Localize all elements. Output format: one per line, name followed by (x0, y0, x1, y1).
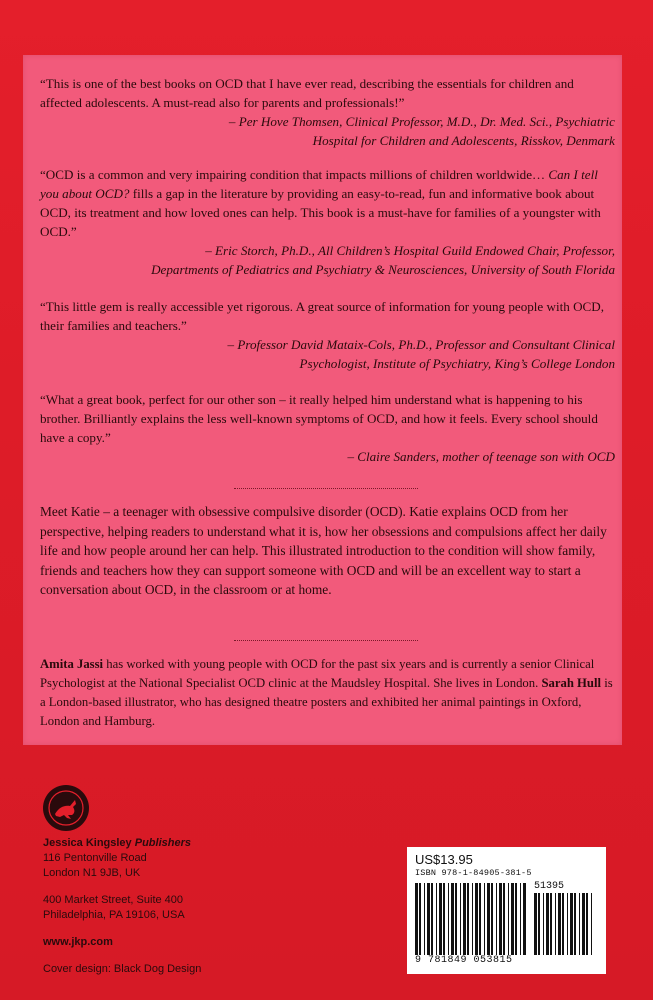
isbn: ISBN 978-1-84905-381-5 (415, 868, 532, 878)
quote-2-attribution-line1: – Eric Storch, Ph.D., All Children’s Hospital Guild Endowed Chair, Professor, (205, 243, 615, 258)
cover-design-credit: Cover design: Black Dog Design (43, 963, 202, 975)
book-description: Meet Katie – a teenager with obsessive compulsive disorder (OCD). Katie explains OCD from her perspective, helping readers to understand what it is, how her obsessions and compulsions affect her daily life and how people around her can help. This illustrated introduction to the condition will show family, friends and teachers how they can support someone with OCD and will be an excellent way to start a conversation about OCD, in the classroom or at home. (40, 504, 607, 597)
barcode-bar (499, 883, 502, 955)
ean-barcode (415, 883, 530, 955)
publisher-website: www.jkp.com (43, 936, 113, 948)
barcode-bar (523, 883, 526, 955)
illustrator-bio: is a London-based illustrator, who has designed theatre posters and exhibited her animal paintings in Oxford, London and Hamburg. (40, 676, 613, 728)
barcode-bar (546, 893, 549, 955)
barcode-bar (484, 883, 485, 955)
barcode-bar (472, 883, 473, 955)
barcode-bar (496, 883, 497, 955)
quote-1 (40, 74, 615, 150)
quote-2-attribution-line2: Departments of Pediatrics and Psychiatry & Neurosciences, University of South Florida (151, 262, 615, 277)
barcode-bar (448, 883, 449, 955)
barcode-bar (511, 883, 514, 955)
barcode-bar (460, 883, 461, 955)
author-name: Amita Jassi (40, 657, 104, 671)
quote-3 (40, 297, 615, 373)
barcode-bar (570, 893, 573, 955)
barcode-bar (591, 893, 592, 955)
quote-3-attribution-line1: – Professor David Mataix-Cols, Ph.D., Professor and Consultant Clinical (227, 337, 615, 352)
divider-1 (234, 488, 418, 489)
barcode-bar (479, 883, 481, 955)
barcode-bar (555, 893, 556, 955)
quote-4 (40, 390, 615, 466)
publisher-address-uk-line1: 116 Pentonville Road (43, 852, 147, 864)
quote-1-attribution-line2: Hospital for Children and Adolescents, Risskov, Denmark (312, 133, 615, 148)
ean-number: 9 781849 053815 (415, 955, 513, 966)
quote-4-attribution: – Claire Sanders, mother of teenage son with OCD (347, 449, 615, 464)
author-bio: has worked with young people with OCD for the past six years and is currently a senior Clinical Psychologist at the National Specialist OCD clinic at the Maudsley Hospital. She lives in London. (40, 657, 595, 690)
barcode-bar (427, 883, 430, 955)
barcode-bar (419, 883, 421, 955)
barcode-bar (475, 883, 478, 955)
quote-2-text-part1: “OCD is a common and very impairing condition that impacts millions of children worldwide… (40, 167, 549, 182)
barcode-bar (574, 893, 576, 955)
barcode-bar (562, 893, 564, 955)
barcode-bar (543, 893, 544, 955)
quote-2-book-title: Can I tell you about OCD? (40, 167, 598, 201)
quote-4-text: “What a great book, perfect for our other son – it really helped him understand what is happening to his brother. Brilliantly explains the less well-known symptoms of OCD, and how it feels. Every school should have a copy.” (40, 392, 598, 445)
leaping-hare-logo-icon (43, 785, 89, 831)
barcode-bar (463, 883, 466, 955)
publisher-info (43, 836, 201, 977)
barcode-bar (582, 893, 585, 955)
publisher-address-us-line2: Philadelphia, PA 19106, USA (43, 909, 185, 921)
barcode-bar (439, 883, 442, 955)
publisher-address-uk-line2: London N1 9JB, UK (43, 867, 141, 879)
barcode-bar (508, 883, 509, 955)
author-bios (40, 655, 620, 731)
barcode-bar (579, 893, 580, 955)
quote-2 (40, 165, 615, 279)
quote-2-text-part2: fills a gap in the literature by providing an easy-to-read, fun and informative book about OCD, its treatment and how loved ones can help. This book is a must-have for families of a youngster with OCD.” (40, 186, 601, 239)
barcode-bar (558, 893, 561, 955)
barcode-bar (424, 883, 425, 955)
price-addon-code: 51395 (534, 881, 565, 892)
illustrator-name: Sarah Hull (541, 676, 602, 690)
quote-1-attribution-line1: – Per Hove Thomsen, Clinical Professor, M.D., Dr. Med. Sci., Psychiatric (228, 114, 615, 129)
barcode-bar (443, 883, 445, 955)
barcode-bar (487, 883, 490, 955)
barcode-bar (538, 893, 540, 955)
barcode-bar (451, 883, 454, 955)
barcode-bar (436, 883, 437, 955)
divider-2 (234, 640, 418, 641)
barcode-label (407, 847, 606, 974)
barcode-bar (534, 893, 537, 955)
barcode-bar (520, 883, 521, 955)
barcode-bar (567, 893, 568, 955)
quote-1-text: “This is one of the best books on OCD that I have ever read, describing the essentials for children and affected adolescents. A must-read also for parents and professionals!” (40, 76, 574, 110)
barcode-bar (467, 883, 469, 955)
barcode-bar (455, 883, 457, 955)
barcode-bar (550, 893, 552, 955)
publisher-name: Jessica Kingsley Publishers (43, 837, 191, 849)
barcode-bar (503, 883, 505, 955)
publisher-address-us-line1: 400 Market Street, Suite 400 (43, 894, 184, 906)
addon-barcode (534, 893, 598, 955)
quote-3-text: “This little gem is really accessible yet rigorous. A great source of information for young people with OCD, their families and teachers.” (40, 299, 604, 333)
quote-3-attribution-line2: Psychologist, Institute of Psychiatry, King’s College London (299, 356, 615, 371)
barcode-bar (515, 883, 517, 955)
barcode-bar (491, 883, 493, 955)
barcode-bar (431, 883, 433, 955)
price: US$13.95 (415, 852, 473, 867)
barcode-bar (586, 893, 588, 955)
barcode-bar (415, 883, 418, 955)
